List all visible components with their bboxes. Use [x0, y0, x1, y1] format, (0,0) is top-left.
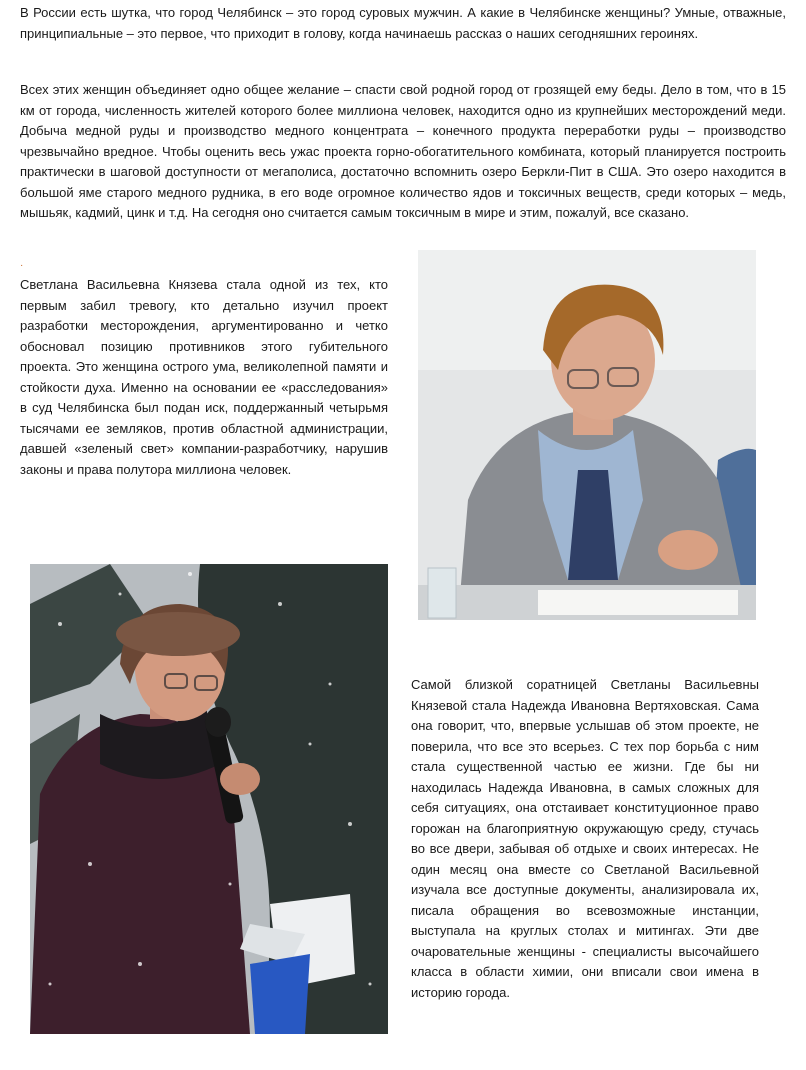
decorative-dot: ·: [20, 260, 24, 271]
vertyakhovskaya-paragraph: Самой близкой соратницей Светланы Васильевны Князевой стала Надежда Ивановна Вертяховская. Сама она говорит, что, впервые услышав об этом проекте, не поверила, что все это всерьез. С тех пор борьба с ним стала существенной частью ее жизни. Где бы ни находилась Надежда Ивановна, в самых сложных для себя ситуациях, она отстаивает конституционное право горожан на благоприятную окружающую среду, стучась во все двери, забывая об отдыхе и своих интересах. Не один месяц она вместе со Светланой Васильевной изучала все доступные документы, анализировала их, писала обращения во всевозможные инстанции, выступала на круглых столах и митингах. Эти две очаровательные женщины - специалисты высочайшего класса в области химии, они вписали свои имена в историю города.: [411, 677, 759, 1000]
context-paragraph: Всех этих женщин объединяет одно общее желание – спасти свой родной город от грозящей ему беды. Дело в том, что в 15 км от города, численность жителей которого более миллиона человек, находится одно из крупнейших месторождений меди. Добыча медной руды и производство медного концентрата – конечного продукта переработки руды – производство чрезвычайно вредное. Чтобы оценить весь ужас проекта горно-обогатительного комбината, который планируется построить практически в шаговой доступности от мегаполиса, достаточно вспомнить озеро Беркли-Пит в США. Это озеро находится в большой яме старого медного рудника, в его воде огромное количество ядов и токсичных веществ, среди которых – медь, мышьяк, кадмий, цинк и т.д. На сегодня оно считается самым токсичным в мире и этим, пожалуй, все сказано.: [20, 82, 786, 220]
intro-paragraph: В России есть шутка, что город Челябинск – это город суровых мужчин. А какие в Челябинске женщины? Умные, отважные, принципиальные – это первое, что приходит в голову, когда начинаешь рассказ о наших сегодняшних героинях.: [20, 5, 786, 41]
vertyakhovskaya-photo: [30, 564, 388, 1034]
knyazeva-photo: [418, 250, 756, 620]
knyazeva-paragraph: Светлана Васильевна Князева стала одной из тех, кто первым забил тревогу, кто детально изучил проект разработки месторождения, аргументированно и четко обосновал позицию противников этого губительного проекта. Это женщина острого ума, великолепной памяти и стойкости духа. Именно на основании ее «расследования» в суд Челябинска был подан иск, поддержанный четырьмя тысячами ее земляков, против областной администрации, давшей «зеленый свет» компании-разработчику, нарушив законы и права полутора миллиона человек.: [20, 277, 388, 477]
